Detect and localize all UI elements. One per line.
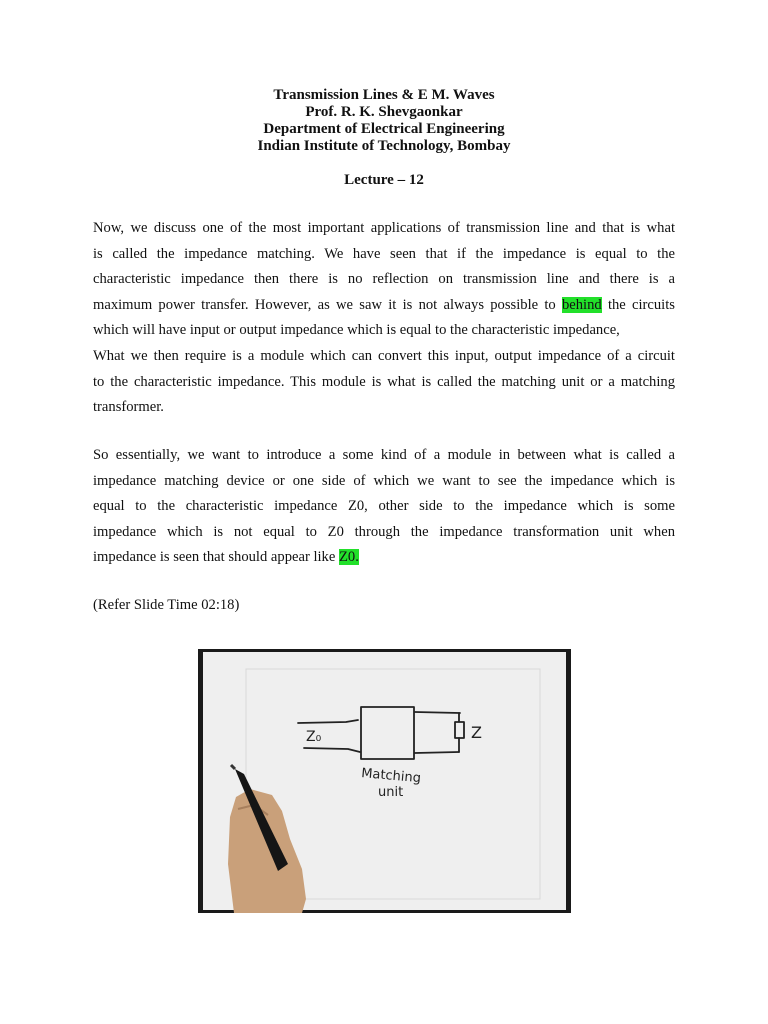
text-line: transformer. [93, 399, 164, 416]
text-line: which will have input or output impedance which is equal to the characteristic impedance, [93, 322, 620, 339]
z0-label: Z₀ [306, 729, 322, 745]
text-line: impedance matching device or one side of which we want to see the impedance which is [93, 472, 675, 489]
lecture-slide-image [198, 649, 571, 913]
text-segment: maximum power transfer. However, as we saw it is not always possible to [93, 296, 562, 313]
text-line: So essentially, we want to introduce a some kind of a module in between what is called a [93, 447, 675, 463]
professor-name: Prof. R. K. Shevgaonkar [305, 104, 463, 120]
text-line: equal to the characteristic impedance Z0, other side to the impedance which is some [93, 498, 675, 515]
matching-label: Matching [360, 766, 422, 787]
text-line: impedance which is not equal to Z0 through the impedance transformation unit when [93, 523, 675, 540]
highlighted-word: Z0. [339, 549, 359, 566]
text-line: characteristic impedance then there is no reflection on transmission line and there is a [93, 271, 675, 288]
highlighted-word: behind [561, 296, 602, 313]
text-line: is called the impedance matching. We have seen that if the impedance is equal to the [93, 245, 675, 262]
text-line-with-highlight [93, 545, 675, 571]
z-label: Z [471, 723, 482, 742]
text-line: What we then require is a module which can convert this input, output impedance of a circuit [93, 347, 675, 364]
text-line: Now, we discuss one of the most important applications of transmission line and that is what [93, 220, 675, 236]
text-line-with-highlight [93, 293, 675, 319]
paragraph-impedance-matching [93, 216, 675, 421]
institute-name: Indian Institute of Technology, Bombay [257, 138, 511, 154]
department-name: Department of Electrical Engineering [263, 121, 505, 137]
text-line: to the characteristic impedance. This module is what is called the matching unit or a matching [93, 373, 675, 390]
course-title: Transmission Lines & E M. Waves [273, 87, 495, 103]
right-line-bottom [415, 752, 459, 753]
text-segment: impedance is seen that should appear like [93, 549, 339, 566]
unit-label: unit [378, 785, 404, 800]
whiteboard-drawing [198, 649, 571, 913]
paragraph-matching-module [93, 443, 675, 571]
document-header [0, 87, 768, 155]
text-segment: the circuits [601, 296, 675, 313]
slide-time-reference: (Refer Slide Time 02:18) [93, 597, 240, 613]
lecture-number: Lecture – 12 [344, 172, 424, 188]
right-line-top [415, 712, 460, 713]
